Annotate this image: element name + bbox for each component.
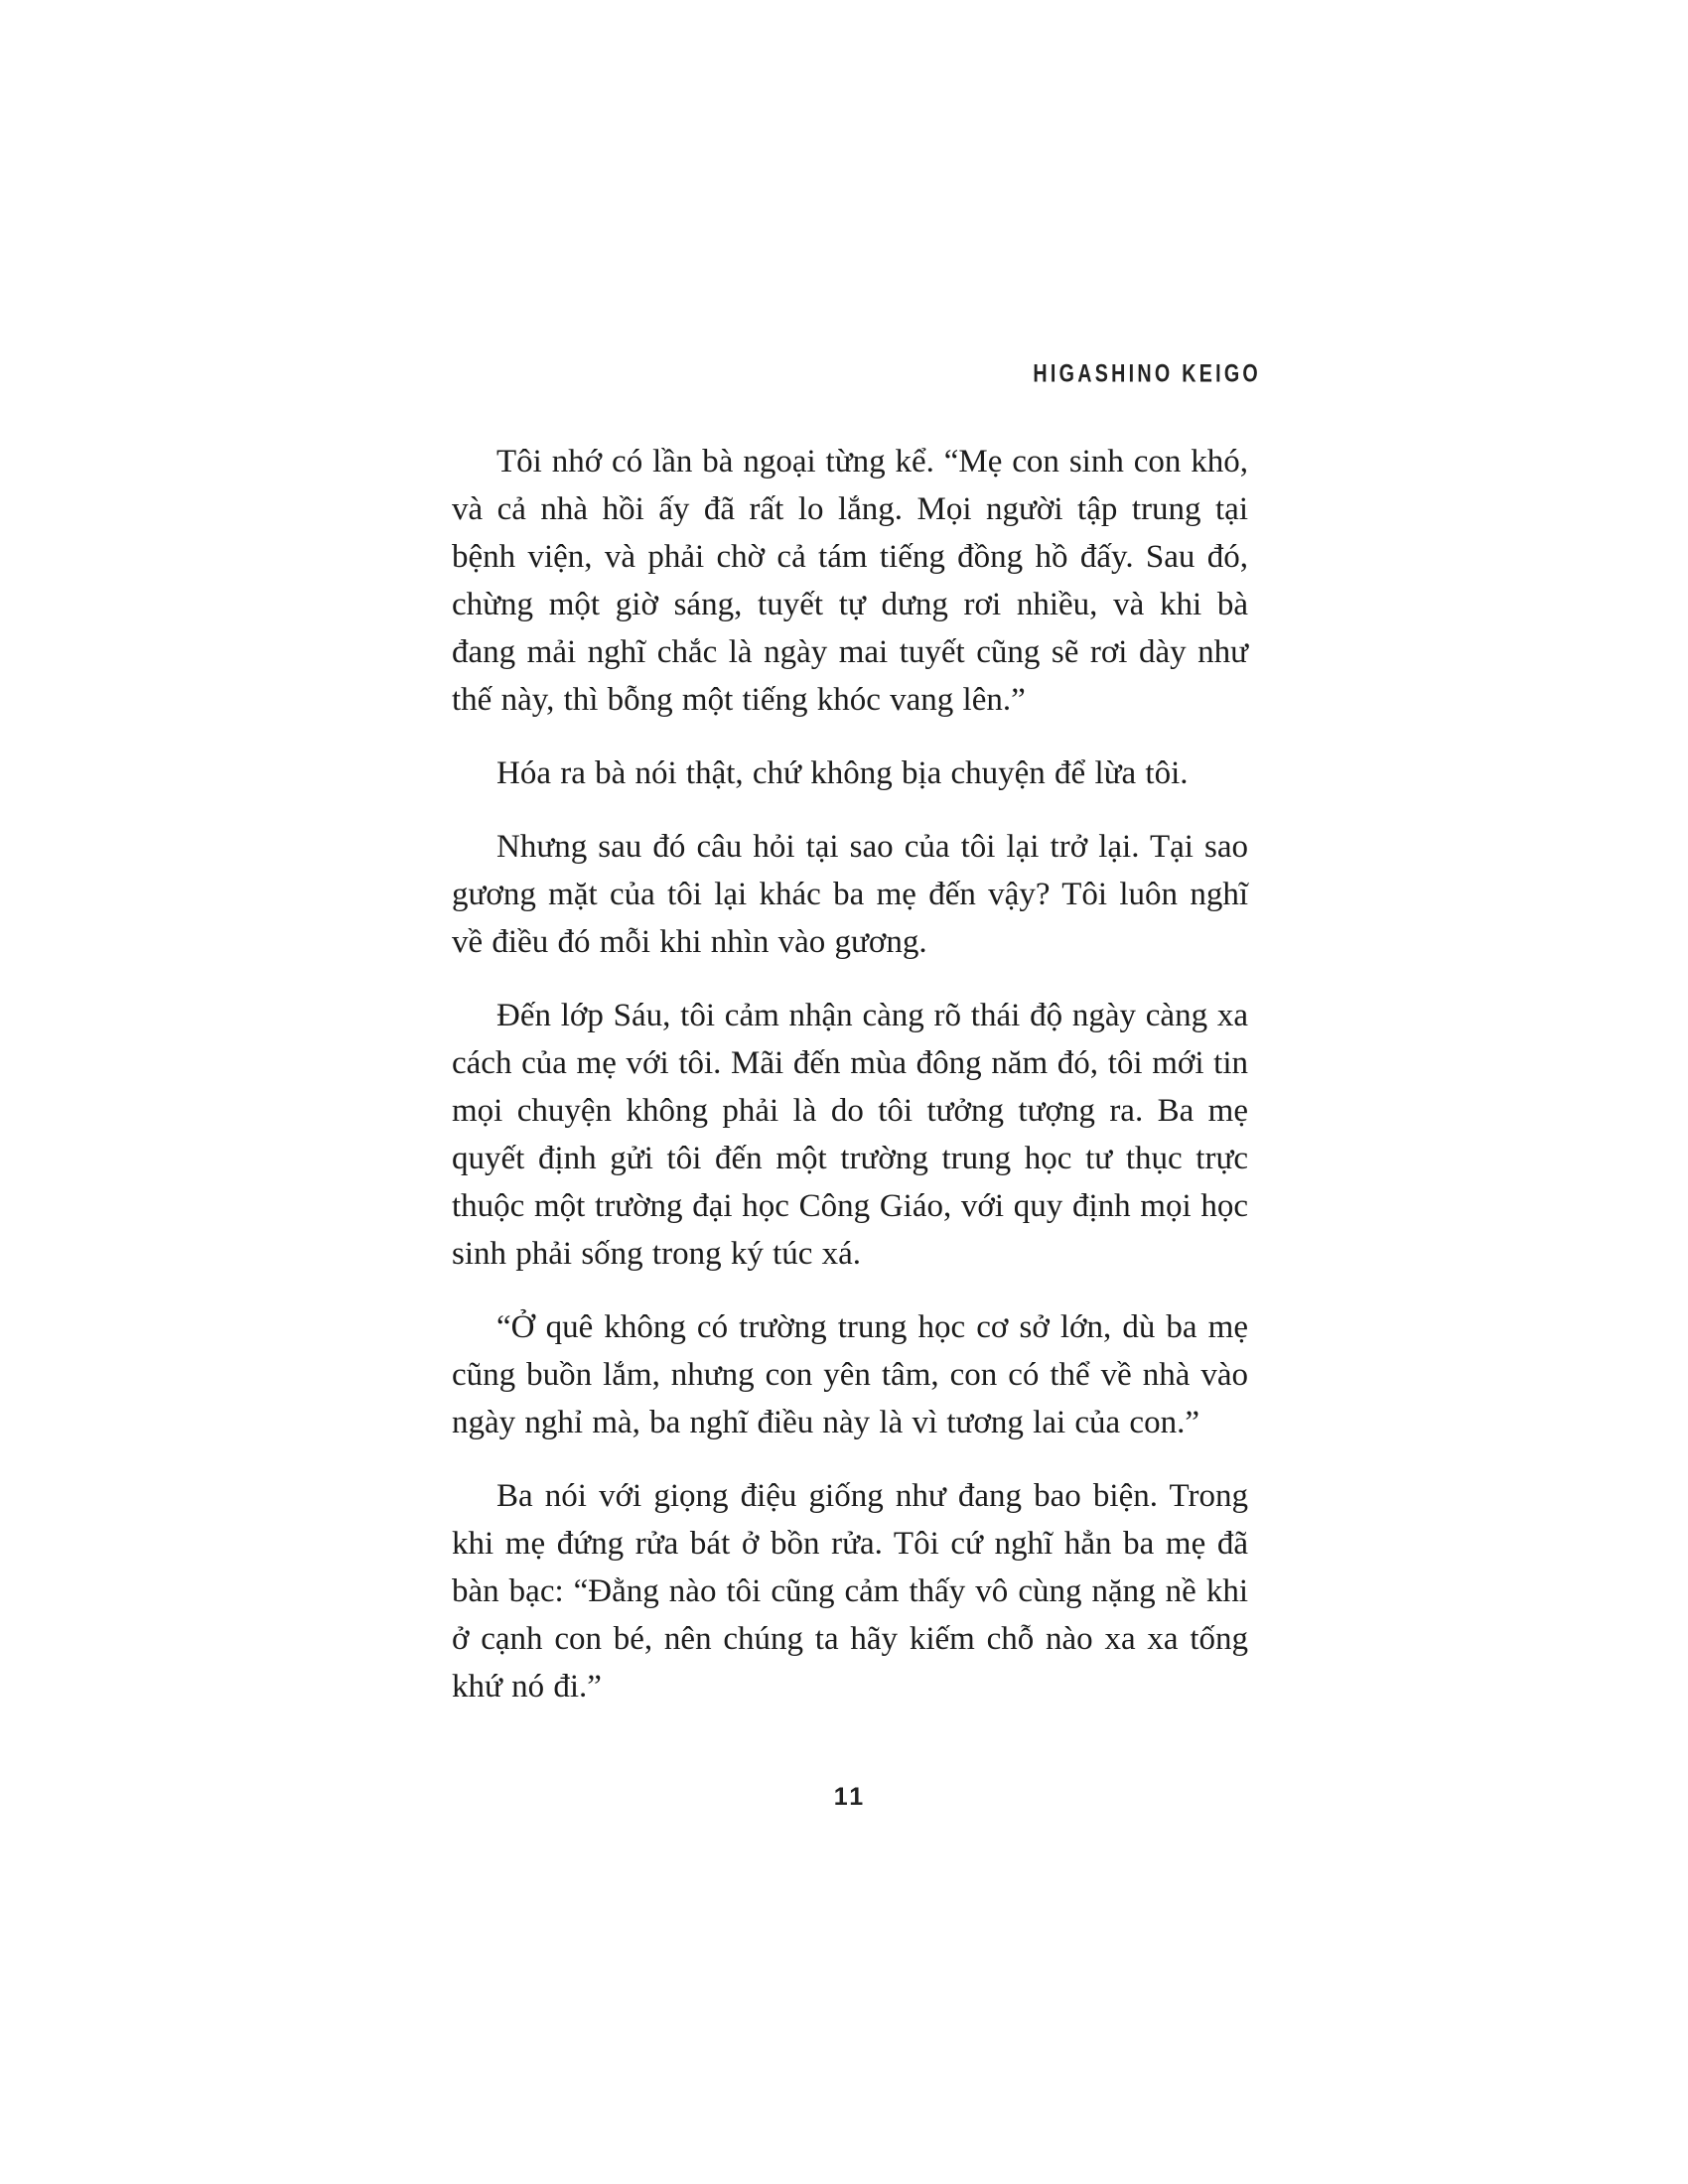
page-number: 11 (833, 1783, 867, 1811)
paragraph-4: Đến lớp Sáu, tôi cảm nhận càng rõ thái độ ngày càng xa cách của mẹ với tôi. Mãi đến mùa đông năm đó, tôi mới tin mọi chuyện không phải là do tôi tưởng tượng ra. Ba mẹ quyết định gửi tôi đến một trường trung học tư thục trực thuộc một trường đại học Công Giáo, với quy định mọi học sinh phải sống trong ký túc xá. (452, 998, 1248, 1272)
body-text (452, 438, 1248, 1710)
paragraph-1: Tôi nhớ có lần bà ngoại từng kể. “Mẹ con sinh con khó, và cả nhà hồi ấy đã rất lo lắng. Mọi người tập trung tại bệnh viện, và phải chờ cả tám tiếng đồng hồ đấy. Sau đó, chừng một giờ sáng, tuyết tự dưng rơi nhiều, và khi bà đang mải nghĩ chắc là ngày mai tuyết cũng sẽ rơi dày như thế này, thì bỗng một tiếng khóc vang lên.” (452, 444, 1248, 718)
paragraph-6: Ba nói với giọng điệu giống như đang bao biện. Trong khi mẹ đứng rửa bát ở bồn rửa. Tôi cứ nghĩ hẳn ba mẹ đã bàn bạc: “Đằng nào tôi cũng cảm thấy vô cùng nặng nề khi ở cạnh con bé, nên chúng ta hãy kiếm chỗ nào xa xa tống khứ nó đi.” (452, 1478, 1248, 1705)
paragraph-5: “Ở quê không có trường trung học cơ sở lớn, dù ba mẹ cũng buồn lắm, nhưng con yên tâm, con có thể về nhà vào ngày nghỉ mà, ba nghĩ điều này là vì tương lai của con.” (452, 1309, 1248, 1440)
running-head-author: HIGASHINO KEIGO (1033, 359, 1261, 388)
paragraph-2: Hóa ra bà nói thật, chứ không bịa chuyện để lừa tôi. (496, 755, 1189, 791)
paragraph-3: Nhưng sau đó câu hỏi tại sao của tôi lại trở lại. Tại sao gương mặt của tôi lại khác ba mẹ đến vậy? Tôi luôn nghĩ về điều đó mỗi khi nhìn vào gương. (452, 829, 1248, 960)
